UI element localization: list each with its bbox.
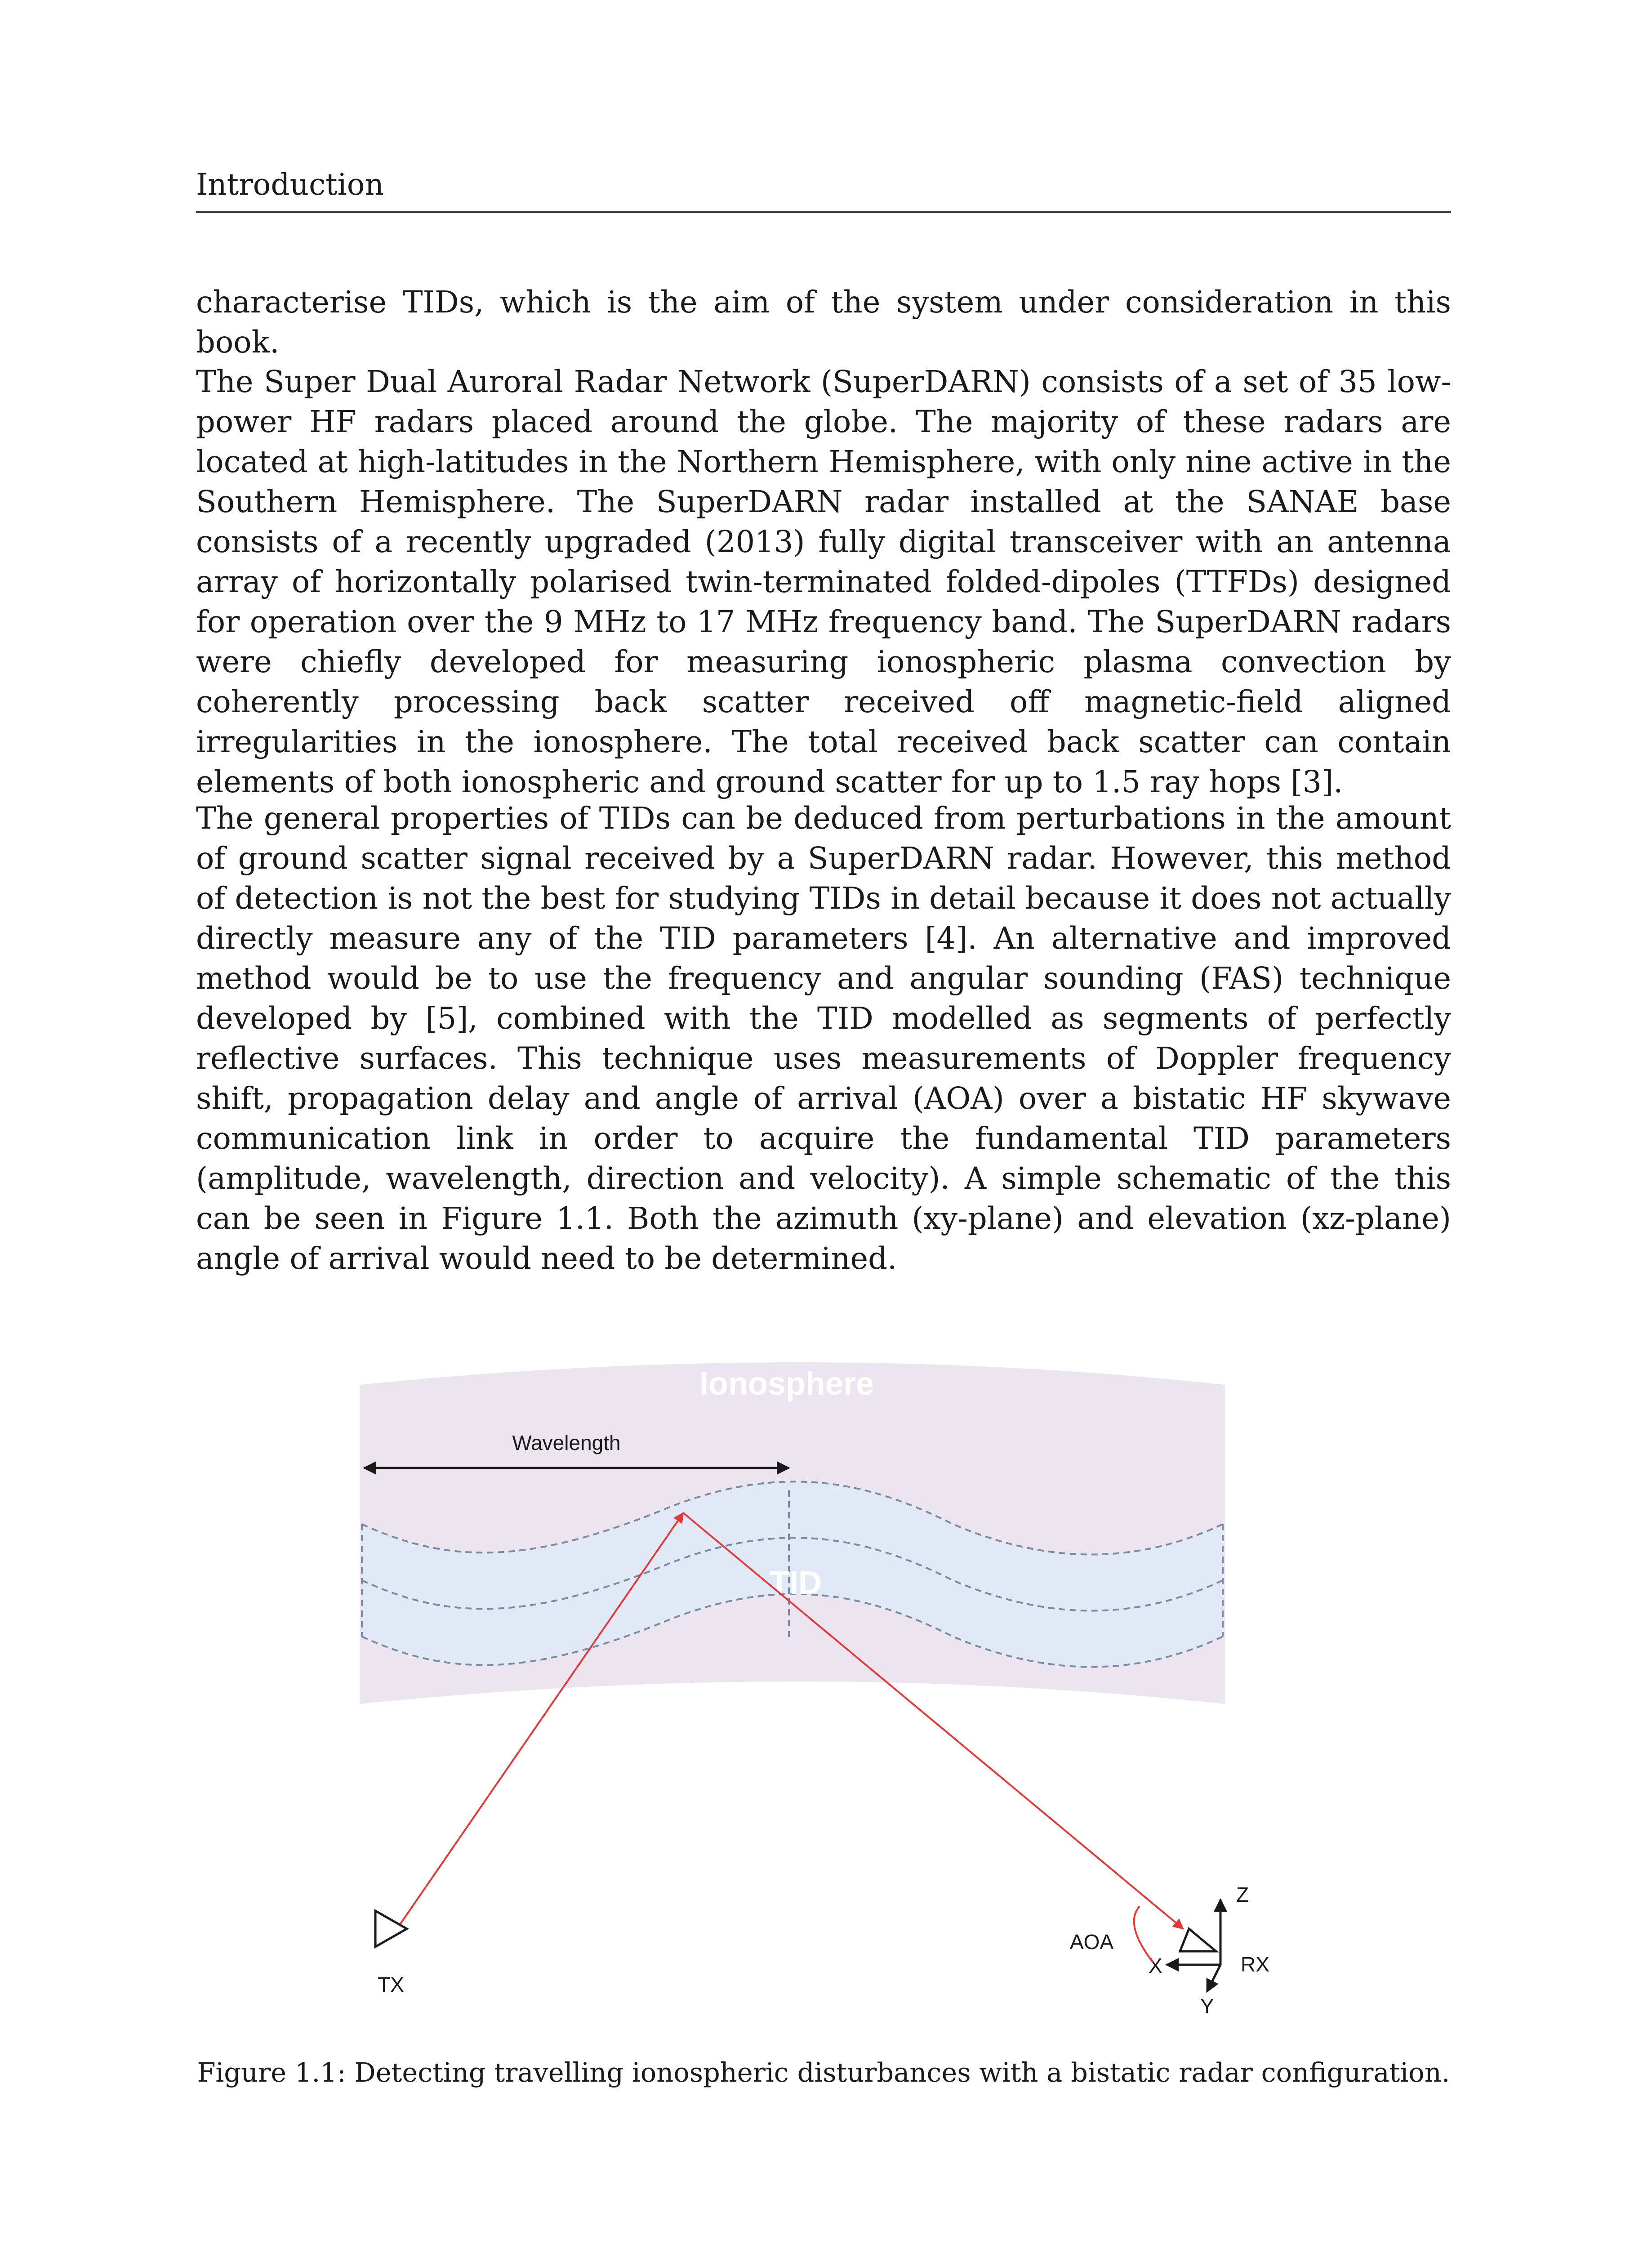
figure-1-1: [355, 1344, 1269, 2028]
rx-antenna-icon: [1180, 1929, 1216, 1951]
rx-label: RX: [1241, 1953, 1269, 1976]
tx-antenna-icon: [375, 1911, 407, 1947]
ionosphere-label: Ionosphere: [699, 1366, 874, 1402]
paragraph-3: The general properties of TIDs can be deduced from perturbations in the amount of ground scatter signal received by a SuperDARN radar. However, this method of detection is not the best for studying TIDs in detail because it does not actually directly measure any of the TID parameters [4]. An alternative and improved method would be to use the frequency and angular sounding (FAS) technique developed by [5], combined with the TID modelled as segments of perfectly reflective surfaces. This technique uses measurements of Doppler frequency shift, propagation delay and angle of arrival (AOA) over a bistatic HF skywave communication link in order to acquire the fundamental TID parameters (amplitude, wavelength, direction and velocity). A simple schematic of the this can be seen in Figure 1.1. Both the azimuth (xy-plane) and elevation (xz-plane) angle of arrival would need to be determined.: [196, 801, 1451, 1276]
axis-y-label: Y: [1200, 1994, 1214, 2018]
running-header: Introduction: [196, 167, 384, 202]
aoa-label: AOA: [1070, 1930, 1114, 1954]
tx-label: TX: [378, 1973, 404, 1996]
figure-caption: Figure 1.1: Detecting travelling ionospheric disturbances with a bistatic radar configuration.: [197, 2057, 1450, 2088]
paragraph-1: characterise TIDs, which is the aim of the system under consideration in this book.: [196, 285, 1451, 360]
y-axis-arrow: [1207, 1965, 1220, 1992]
axis-z-label: Z: [1236, 1883, 1249, 1906]
wavelength-label: Wavelength: [512, 1431, 621, 1454]
paragraph-2: The Super Dual Auroral Radar Network (SuperDARN) consists of a set of 35 low-power HF radars placed around the globe. The majority of these radars are located at high-latitudes in the Northern Hemisphere, with only nine active in the Southern Hemisphere. The SuperDARN radar installed at the SANAE base consists of a recently upgraded (2013) fully digital transceiver with an antenna array of horizontally polarised twin-terminated folded-dipoles (TTFDs) designed for operation over the 9 MHz to 17 MHz frequency band. The SuperDARN radars were chiefly developed for measuring ionospheric plasma convection by coherently processing back scatter received off magnetic-field aligned irregularities in the ionosphere. The total received back scatter can contain elements of both ionospheric and ground scatter for up to 1.5 ray hops [3].: [196, 364, 1451, 799]
bistatic-radar-schematic: [355, 1344, 1269, 2028]
axis-x-label: X: [1149, 1954, 1162, 1977]
tid-label: TID: [770, 1565, 822, 1601]
header-rule: [196, 211, 1451, 213]
